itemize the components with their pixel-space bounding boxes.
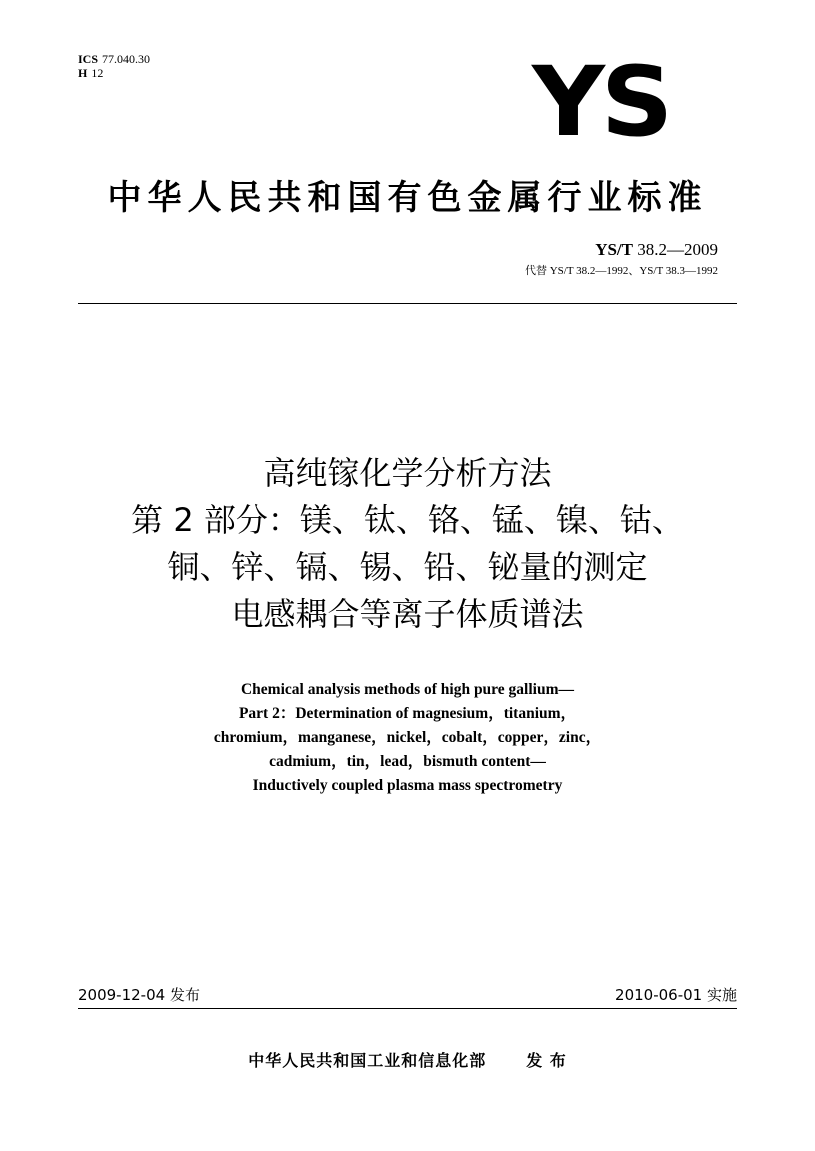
cn-title-line: 高纯镓化学分析方法 <box>263 454 552 492</box>
replaces-note: 代替 YS/T 38.2—1992、YS/T 38.3—1992 <box>524 265 718 277</box>
issuer-action: 发 布 <box>526 1051 567 1070</box>
cn-title-line: 铜、锌、镉、锡、铅、铋量的测定 <box>167 548 648 586</box>
english-title <box>0 678 815 798</box>
implement-date: 2010-06-01 实施 <box>615 986 737 1004</box>
en-title-line: chromium，manganese，nickel，cobalt，copper，zinc， <box>213 729 602 746</box>
ics-code: ICS 77.040.30 <box>78 52 151 66</box>
issuer <box>0 1048 815 1071</box>
en-title-line: cadmium，tin，lead，bismuth content— <box>269 753 546 770</box>
standard-number: YS/T 38.2—2009 <box>595 240 718 259</box>
top-divider <box>78 303 737 304</box>
en-title-line: Chemical analysis methods of high pure gallium— <box>240 681 574 698</box>
issuer-name: 中华人民共和国工业和信息化部 <box>248 1051 487 1070</box>
ys-logo: YS <box>532 46 670 158</box>
chinese-title <box>0 450 815 638</box>
en-title-line: Part 2：Determination of magnesium，titanium， <box>238 705 577 722</box>
h-code: H 12 <box>78 66 104 80</box>
publish-date: 2009-12-04 发布 <box>78 986 200 1004</box>
en-title-line: Inductively coupled plasma mass spectrometry <box>252 777 563 794</box>
cn-title-line: 电感耦合等离子体质谱法 <box>231 595 584 633</box>
classification-codes <box>78 52 150 80</box>
cn-title-line: 第 2 部分：镁、钛、铬、锰、镍、钴、 <box>131 501 684 539</box>
bottom-divider <box>78 1008 737 1009</box>
standard-title: 中华人民共和国有色金属行业标准 <box>107 178 708 218</box>
